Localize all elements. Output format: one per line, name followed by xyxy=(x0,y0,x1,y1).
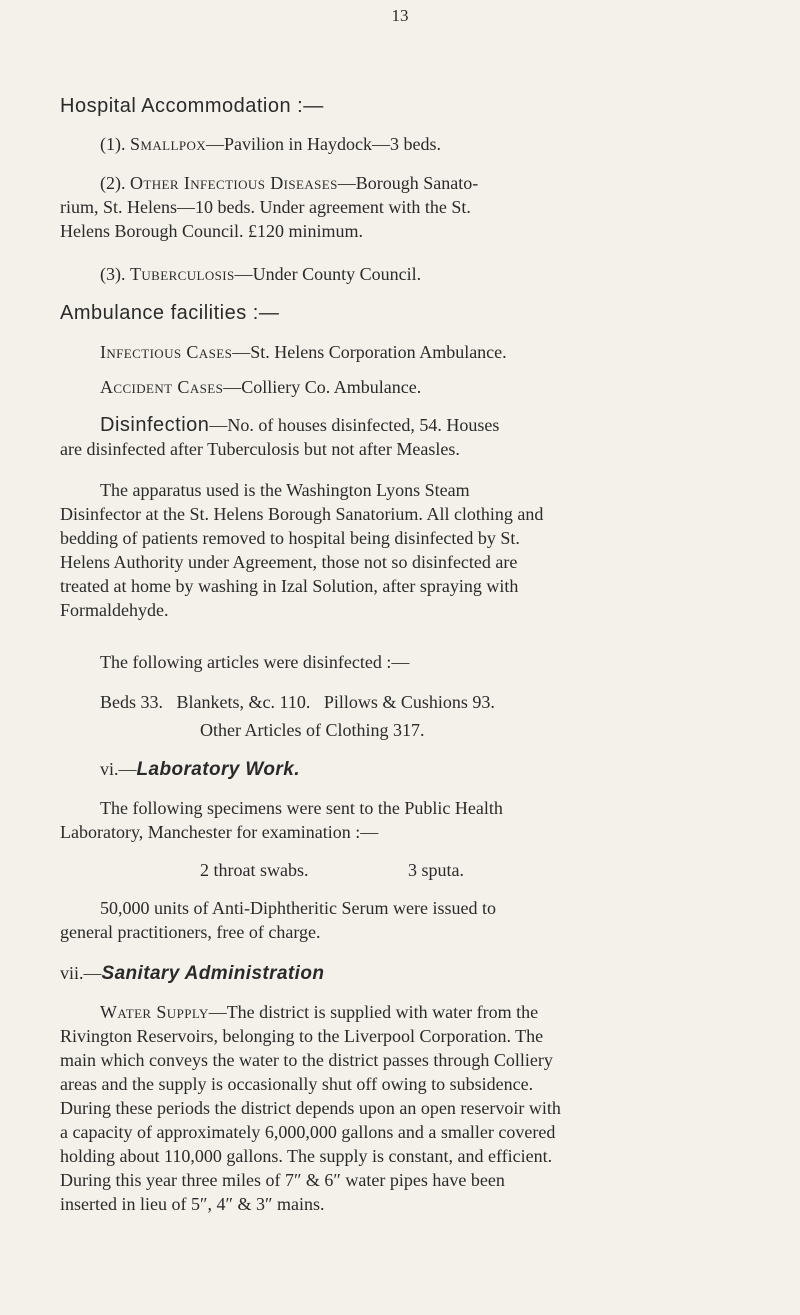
hospital-item-1 xyxy=(100,132,441,156)
disinfection-apparatus-paragraph xyxy=(60,478,760,622)
hospital-heading: Hospital Accommodation :— xyxy=(60,95,324,117)
item-text: —Pavilion in Haydock—3 beds. xyxy=(206,134,442,154)
laboratory-paragraph xyxy=(60,796,760,844)
item-number: (2). xyxy=(100,173,126,193)
apparatus-line: bedding of patients removed to hospital being disinfected by St. xyxy=(60,528,520,548)
section-numeral: vii.— xyxy=(60,963,102,983)
water-line: areas and the supply is occasionally shut off owing to subsidence. xyxy=(60,1074,534,1094)
item-label: Accident Cases xyxy=(100,377,224,397)
section-numeral: vi.— xyxy=(100,759,137,779)
hospital-item-3 xyxy=(100,262,421,286)
ambulance-item-2 xyxy=(100,375,421,399)
hospital-item-2 xyxy=(60,171,760,243)
item-continuation: Helens Borough Council. £120 minimum. xyxy=(60,221,363,241)
articles-list-2: Other Articles of Clothing 317. xyxy=(200,720,425,740)
apparatus-line: Disinfector at the St. Helens Borough Sanatorium. All clothing and xyxy=(60,504,544,524)
disinfection-text-2: are disinfected after Tuberculosis but not after Measles. xyxy=(60,439,460,459)
water-line: During this year three miles of 7″ & 6″ water pipes have been xyxy=(60,1170,505,1190)
apparatus-line: Helens Authority under Agreement, those not so disinfected are xyxy=(60,552,518,572)
item-label: Other Infectious Diseases xyxy=(130,173,338,193)
item-label: Smallpox xyxy=(130,134,207,154)
water-line: —The district is supplied with water from the xyxy=(208,1002,539,1022)
item-label: Tuberculosis xyxy=(130,264,235,284)
item-number: (1). xyxy=(100,134,126,154)
water-line: inserted in lieu of 5″, 4″ & 3″ mains. xyxy=(60,1194,325,1214)
apparatus-line: The apparatus used is the Washington Lyons Steam xyxy=(100,480,470,500)
item-text: —Under County Council. xyxy=(234,264,422,284)
articles-list-1: Beds 33. Blankets, &c. 110. Pillows & Cushions 93. xyxy=(100,692,495,712)
disinfection-heading: Disinfection xyxy=(100,414,210,436)
specimen-swabs: 2 throat swabs. xyxy=(200,860,309,880)
water-line: Rivington Reservoirs, belonging to the Liverpool Corporation. The xyxy=(60,1026,544,1046)
water-line: holding about 110,000 gallons. The supply is constant, and efficient. xyxy=(60,1146,553,1166)
articles-intro: The following articles were disinfected :— xyxy=(100,652,410,672)
section-title: Sanitary Administration xyxy=(101,963,325,984)
item-number: (3). xyxy=(100,264,126,284)
water-line: During these periods the district depends upon an open reservoir with xyxy=(60,1098,561,1118)
water-line: a capacity of approximately 6,000,000 gallons and a smaller covered xyxy=(60,1122,556,1142)
laboratory-line: Laboratory, Manchester for examination :— xyxy=(60,822,379,842)
ambulance-heading: Ambulance facilities :— xyxy=(60,302,280,324)
item-text: —Borough Sanato- xyxy=(337,173,479,193)
ambulance-item-1 xyxy=(100,340,507,364)
sanitary-heading xyxy=(60,961,324,986)
item-text: —St. Helens Corporation Ambulance. xyxy=(232,342,507,362)
apparatus-line: Formaldehyde. xyxy=(60,600,169,620)
apparatus-line: treated at home by washing in Izal Solution, after spraying with xyxy=(60,576,519,596)
specimen-sputa: 3 sputa. xyxy=(408,860,464,880)
water-line: main which conveys the water to the district passes through Colliery xyxy=(60,1050,553,1070)
laboratory-line: The following specimens were sent to the Public Health xyxy=(100,798,503,818)
disinfection-text: —No. of houses disinfected, 54. Houses xyxy=(209,415,500,435)
disinfection-paragraph xyxy=(60,413,760,461)
page-number: 13 xyxy=(391,6,409,25)
item-text: —Colliery Co. Ambulance. xyxy=(223,377,422,397)
laboratory-heading xyxy=(100,757,300,782)
serum-paragraph xyxy=(60,896,760,944)
water-supply-paragraph xyxy=(60,1000,760,1216)
serum-line: general practitioners, free of charge. xyxy=(60,922,321,942)
item-label: Infectious Cases xyxy=(100,342,233,362)
serum-line: 50,000 units of Anti-Diphtheritic Serum were issued to xyxy=(100,898,496,918)
section-title: Laboratory Work. xyxy=(136,759,300,780)
item-continuation: rium, St. Helens—10 beds. Under agreement with the St. xyxy=(60,197,471,217)
water-supply-label: Water Supply xyxy=(100,1002,209,1022)
